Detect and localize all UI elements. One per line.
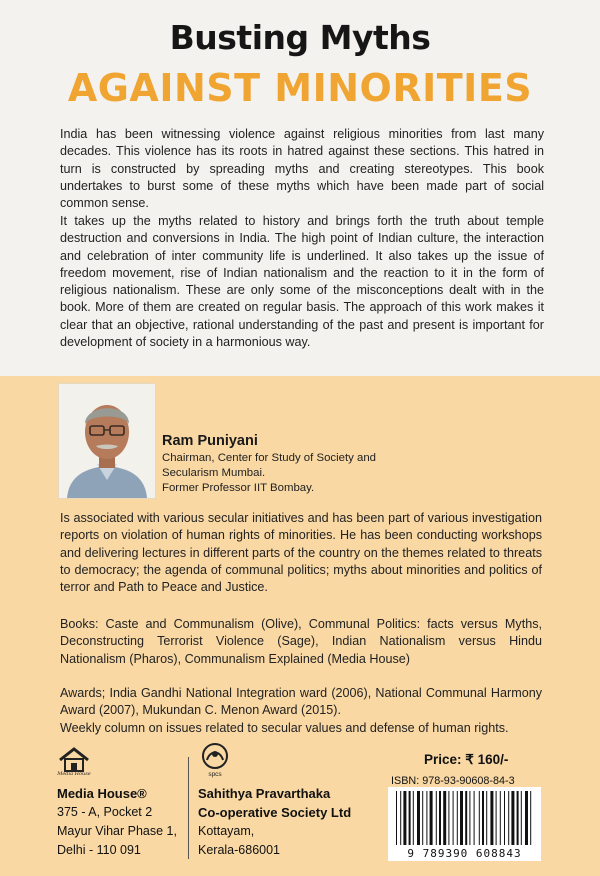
barcode-bar: [479, 791, 480, 845]
barcode-bar: [465, 791, 467, 845]
publisher-divider: [188, 757, 189, 859]
publisher-address-3: Delhi - 110 091: [57, 843, 141, 857]
barcode-bar: [448, 791, 449, 845]
barcode-bar: [400, 791, 401, 845]
media-house-logo-text: Media House: [57, 771, 91, 777]
spcs-logo: [198, 742, 232, 780]
barcode-bar: [474, 791, 475, 845]
barcode-bar: [530, 791, 531, 845]
barcode-bar: [500, 791, 501, 845]
publisher-address-2: Mayur Vihar Phase 1,: [57, 824, 177, 838]
barcode-bar: [460, 791, 463, 845]
copublisher-name-1: Sahithya Pravarthaka: [198, 786, 331, 801]
price: Price: ₹ 160/-: [424, 752, 509, 767]
barcode-bar: [457, 791, 458, 845]
intro-paragraph-2: It takes up the myths related to history and brings forth the truth about temple destruction and conversions in India. The high point of Indian culture, the interaction and celebration of inter community life is underlined. It also takes up the issue of freedom movement, rise of Indian nationalism and the reaction to it in the form of religious nationalism. These are only some of the misconceptions dealt with in the book. More of them are created on regular basis. The approach of this work makes it clear that an objective, rational understanding of the past and present is important for development of society in a harmonious way.: [60, 214, 544, 350]
barcode-bars-icon: [388, 787, 541, 845]
barcode-bar: [403, 791, 406, 845]
barcode-digits: 9 789390 608843: [388, 847, 541, 860]
publisher-name: Media House®: [57, 786, 147, 801]
barcode-bar: [482, 791, 484, 845]
author-portrait-icon: [59, 384, 155, 498]
books-paragraph: Books: Caste and Communalism (Olive), Communal Politics: facts versus Myths, Deconstructing Terrorist Violence (Sage), Indian Nationalism versus Hindu Nationalism (Pharos), Communalism Explained (Media House): [60, 617, 542, 666]
barcode-bar: [422, 791, 423, 845]
barcode-bar: [521, 791, 522, 845]
intro-paragraph-1: India has been witnessing violence against religious minorities from last many decades. This violence has its roots in hatred against these sections. This hatred in turn is constructed by spreading myths and creating stereotypes. This book undertakes to burst some of these myths which have been made part of social common sense.: [60, 127, 544, 211]
barcode-bar: [469, 791, 470, 845]
copublisher-name-2: Co-operative Society Ltd: [198, 805, 352, 820]
barcode-bar: [504, 791, 505, 845]
barcode-bar: [409, 791, 411, 845]
media-house-logo: [56, 744, 92, 780]
barcode-bar: [511, 791, 514, 845]
barcode-bar: [426, 791, 427, 845]
publisher-address-1: 375 - A, Pocket 2: [57, 805, 153, 819]
spcs-logo-text: spcs: [208, 771, 222, 778]
barcode-bar: [525, 791, 528, 845]
bio-paragraph: Is associated with various secular initiatives and has been part of various investigation reports on violation of human rights of minorities. He has been conducting workshops and delivering lectures in different parts of the country on the themes related to threats to democracy; the agenda of communal politics; myths about minorities and politics of terror and Path to Peace and Justice.: [60, 511, 542, 595]
title-line-2: AGAINST MINORITIES: [67, 66, 533, 110]
author-role-line-1: Chairman, Center for Study of Society and: [162, 452, 376, 464]
copublisher-address-2: Kerala-686001: [198, 843, 281, 857]
title-line-1: Busting Myths: [169, 18, 431, 57]
barcode-bar: [430, 791, 433, 845]
barcode-bar: [496, 791, 497, 845]
author-photo: [58, 383, 156, 499]
column-paragraph: Weekly column on issues related to secular values and defense of human rights.: [60, 721, 509, 735]
barcode-bar: [413, 791, 414, 845]
isbn: ISBN: 978-93-90608-84-3: [391, 775, 515, 787]
copublisher-address-1: Kottayam,: [198, 824, 255, 838]
awards-paragraph: Awards; India Gandhi National Integration ward (2006), National Communal Harmony Award (2007), Mukundan C. Menon Award (2015).: [60, 686, 542, 718]
author-name: Ram Puniyani: [162, 433, 258, 449]
barcode-bar: [417, 791, 420, 845]
spcs-emblem-icon: [198, 742, 232, 772]
barcode-bar: [486, 791, 487, 845]
barcode-bar: [517, 791, 519, 845]
author-role-line-2: Secularism Mumbai.: [162, 467, 266, 479]
barcode-bar: [439, 791, 441, 845]
barcode-bar: [453, 791, 454, 845]
barcode-bar: [436, 791, 437, 845]
barcode-bar: [508, 791, 509, 845]
barcode-bar: [443, 791, 446, 845]
barcode-bar: [490, 791, 493, 845]
author-role-line-3: Former Professor IIT Bombay.: [162, 482, 315, 494]
barcode-bar: [396, 791, 397, 845]
